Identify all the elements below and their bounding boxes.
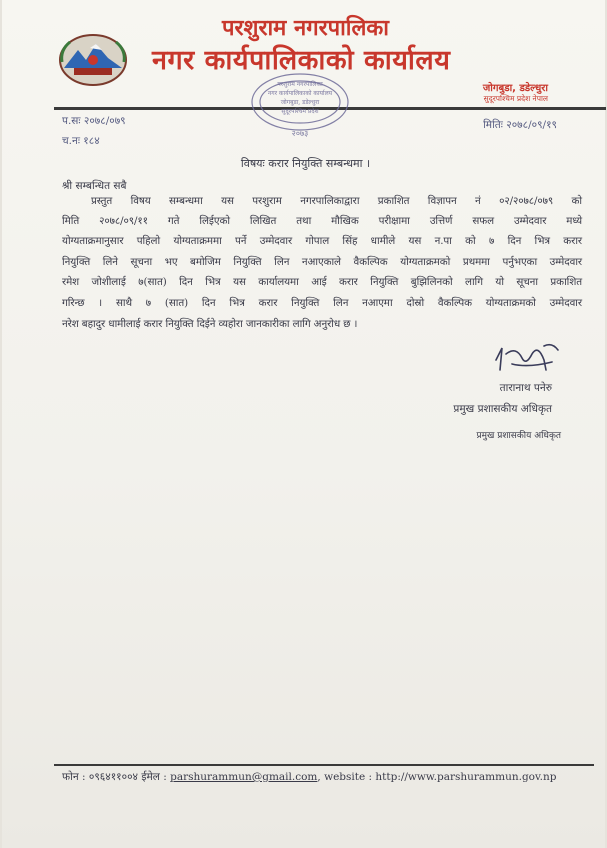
stamp-line2: नगर कार्यपालिकाको कार्यालय <box>267 90 333 97</box>
body-line: नियुक्ति लिने सूचना भए बमोजिम नियुक्ति लिन नआएकाले वैकल्पिक योग्यताक्रमको प्रथममा पर्नुभएका उम्मेदवार <box>62 256 582 268</box>
body-line: नरेश बहादुर धामीलाई करार नियुक्ति दिईने व्यहोरा जानकारीका लागि अनुरोध छ । <box>62 318 358 330</box>
address-line: जोगबुडा, डडेल्धुरा <box>482 83 548 94</box>
footer-rule <box>54 764 594 766</box>
signatory-title: प्रमुख प्रशासकीय अधिकृत <box>453 403 552 415</box>
letter-page <box>2 0 605 848</box>
office-stamp <box>242 70 352 142</box>
body-line: योग्यताक्रमानुसार पहिलो योग्यताक्रममा पर्ने उम्मेदवार गोपाल सिंह धामीले यस न.पा को ७ दिन भित्र करार <box>62 235 582 247</box>
dispatch-number: च.नः १८४ <box>62 135 100 147</box>
handwritten-signature <box>492 340 562 376</box>
footer-phone: फोन : ०९६४११००४ ईमेल : <box>62 771 167 783</box>
salutation: श्री सम्बन्धित सबै <box>62 180 127 192</box>
footer-email-link[interactable]: parshurammun@gmail.com <box>170 771 318 783</box>
municipality-name: परशुराम नगरपालिका <box>222 16 389 41</box>
body-line: रमेश जोशीलाई ७(सात) दिन भित्र यस कार्यालयमा आई करार नियुक्ति बुझिलिनको लागि यो सूचना प्रकाशित <box>62 276 582 288</box>
footer-website[interactable]: , website : http://www.parshurammun.gov.np <box>317 771 557 783</box>
signatory-name: तारानाथ पनेरु <box>499 382 552 394</box>
subject-line: विषयः करार नियुक्ति सम्बन्धमा । <box>240 157 371 170</box>
stamp-line3: जोगबुडा, डडेल्धुरा <box>280 99 320 106</box>
stamp-line4: सुदूरपश्चिम प्रदेश <box>281 108 319 115</box>
stamp-line1: परशुराम नगरपालिका <box>277 81 323 88</box>
signatory-title-stamp: प्रमुख प्रशासकीय अधिकृत <box>476 431 561 441</box>
body-line: मिति २०७८/०९/११ गते लिईएको लिखित तथा मौखिक परीक्षामा उत्तिर्ण सफल उम्मेदवार मध्ये <box>62 215 582 227</box>
province-line: सुदूरपश्चिम प्रदेश नेपाल <box>483 94 548 103</box>
stamp-year: २०७३ <box>291 129 309 138</box>
reference-number: प.सः २०७८/०७९ <box>62 115 126 127</box>
body-line: गरिन्छ । साथै ७ (सात) दिन भित्र करार नियुक्ति लिन नआएमा दोस्रो वैकल्पिक योग्यताक्रमको उम्मेदवार <box>62 297 582 309</box>
body-line: प्रस्तुत विषय सम्बन्धमा यस परशुराम नगरपालिकाद्वारा प्रकाशित विज्ञापन नं ०२/२०७८/०७९ को <box>91 195 582 207</box>
footer-contact <box>62 770 557 784</box>
office-name: नगर कार्यपालिकाको कार्यालय <box>152 45 451 76</box>
letter-date: मितिः २०७८/०९/१९ <box>483 119 557 131</box>
